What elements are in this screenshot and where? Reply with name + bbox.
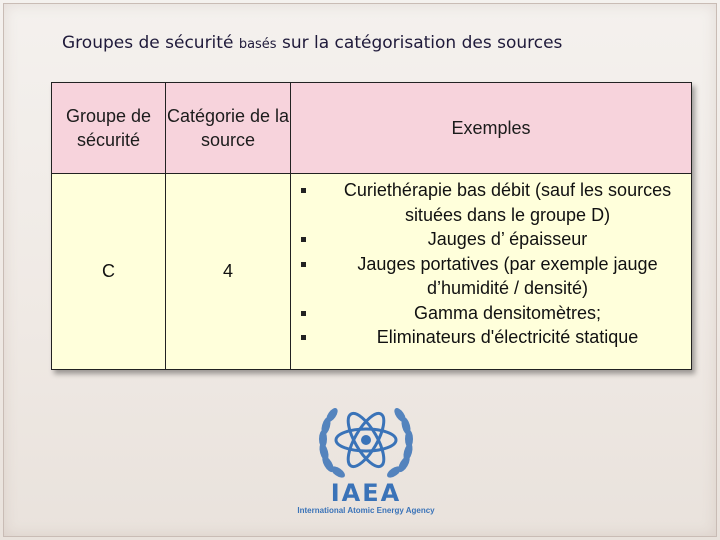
bullet-icon — [301, 311, 306, 316]
bullet-icon — [301, 237, 306, 242]
category-table — [51, 82, 692, 370]
example-text: Eliminateurs d'électricité statique — [376, 327, 639, 347]
list-item — [291, 178, 691, 227]
bullet-icon — [301, 335, 306, 340]
header-examples: Exemples — [291, 83, 692, 174]
example-text: Jauges portatives (par exemple jauge d’humidité / densité) — [357, 253, 658, 298]
table-row — [52, 174, 692, 370]
examples-list — [291, 178, 691, 350]
list-item — [291, 301, 691, 326]
title-part-2: basés — [238, 37, 277, 52]
page-title — [62, 33, 562, 53]
cell-group: C — [52, 174, 166, 370]
header-group: Groupe de sécurité — [52, 83, 166, 174]
example-text: Gamma densitomètres; — [413, 302, 602, 323]
bullet-icon — [301, 188, 306, 193]
table-header-row — [52, 83, 692, 174]
example-text: Jauges d’ épaisseur — [427, 229, 588, 249]
list-item — [291, 325, 691, 350]
cell-category: 4 — [166, 174, 291, 370]
bullet-icon — [301, 262, 306, 267]
logo-subtitle: International Atomic Energy Agency — [297, 506, 435, 515]
list-item — [291, 252, 691, 301]
title-part-1: Groupes de sécurité — [62, 33, 234, 53]
example-text: Curiethérapie bas débit (sauf les sources situées dans le groupe D) — [343, 180, 672, 225]
header-category: Catégorie de la source — [166, 83, 291, 174]
cell-examples — [291, 174, 692, 370]
logo-name: IAEA — [330, 479, 402, 507]
title-part-3: sur la catégorisation des sources — [281, 33, 563, 53]
list-item — [291, 227, 691, 252]
